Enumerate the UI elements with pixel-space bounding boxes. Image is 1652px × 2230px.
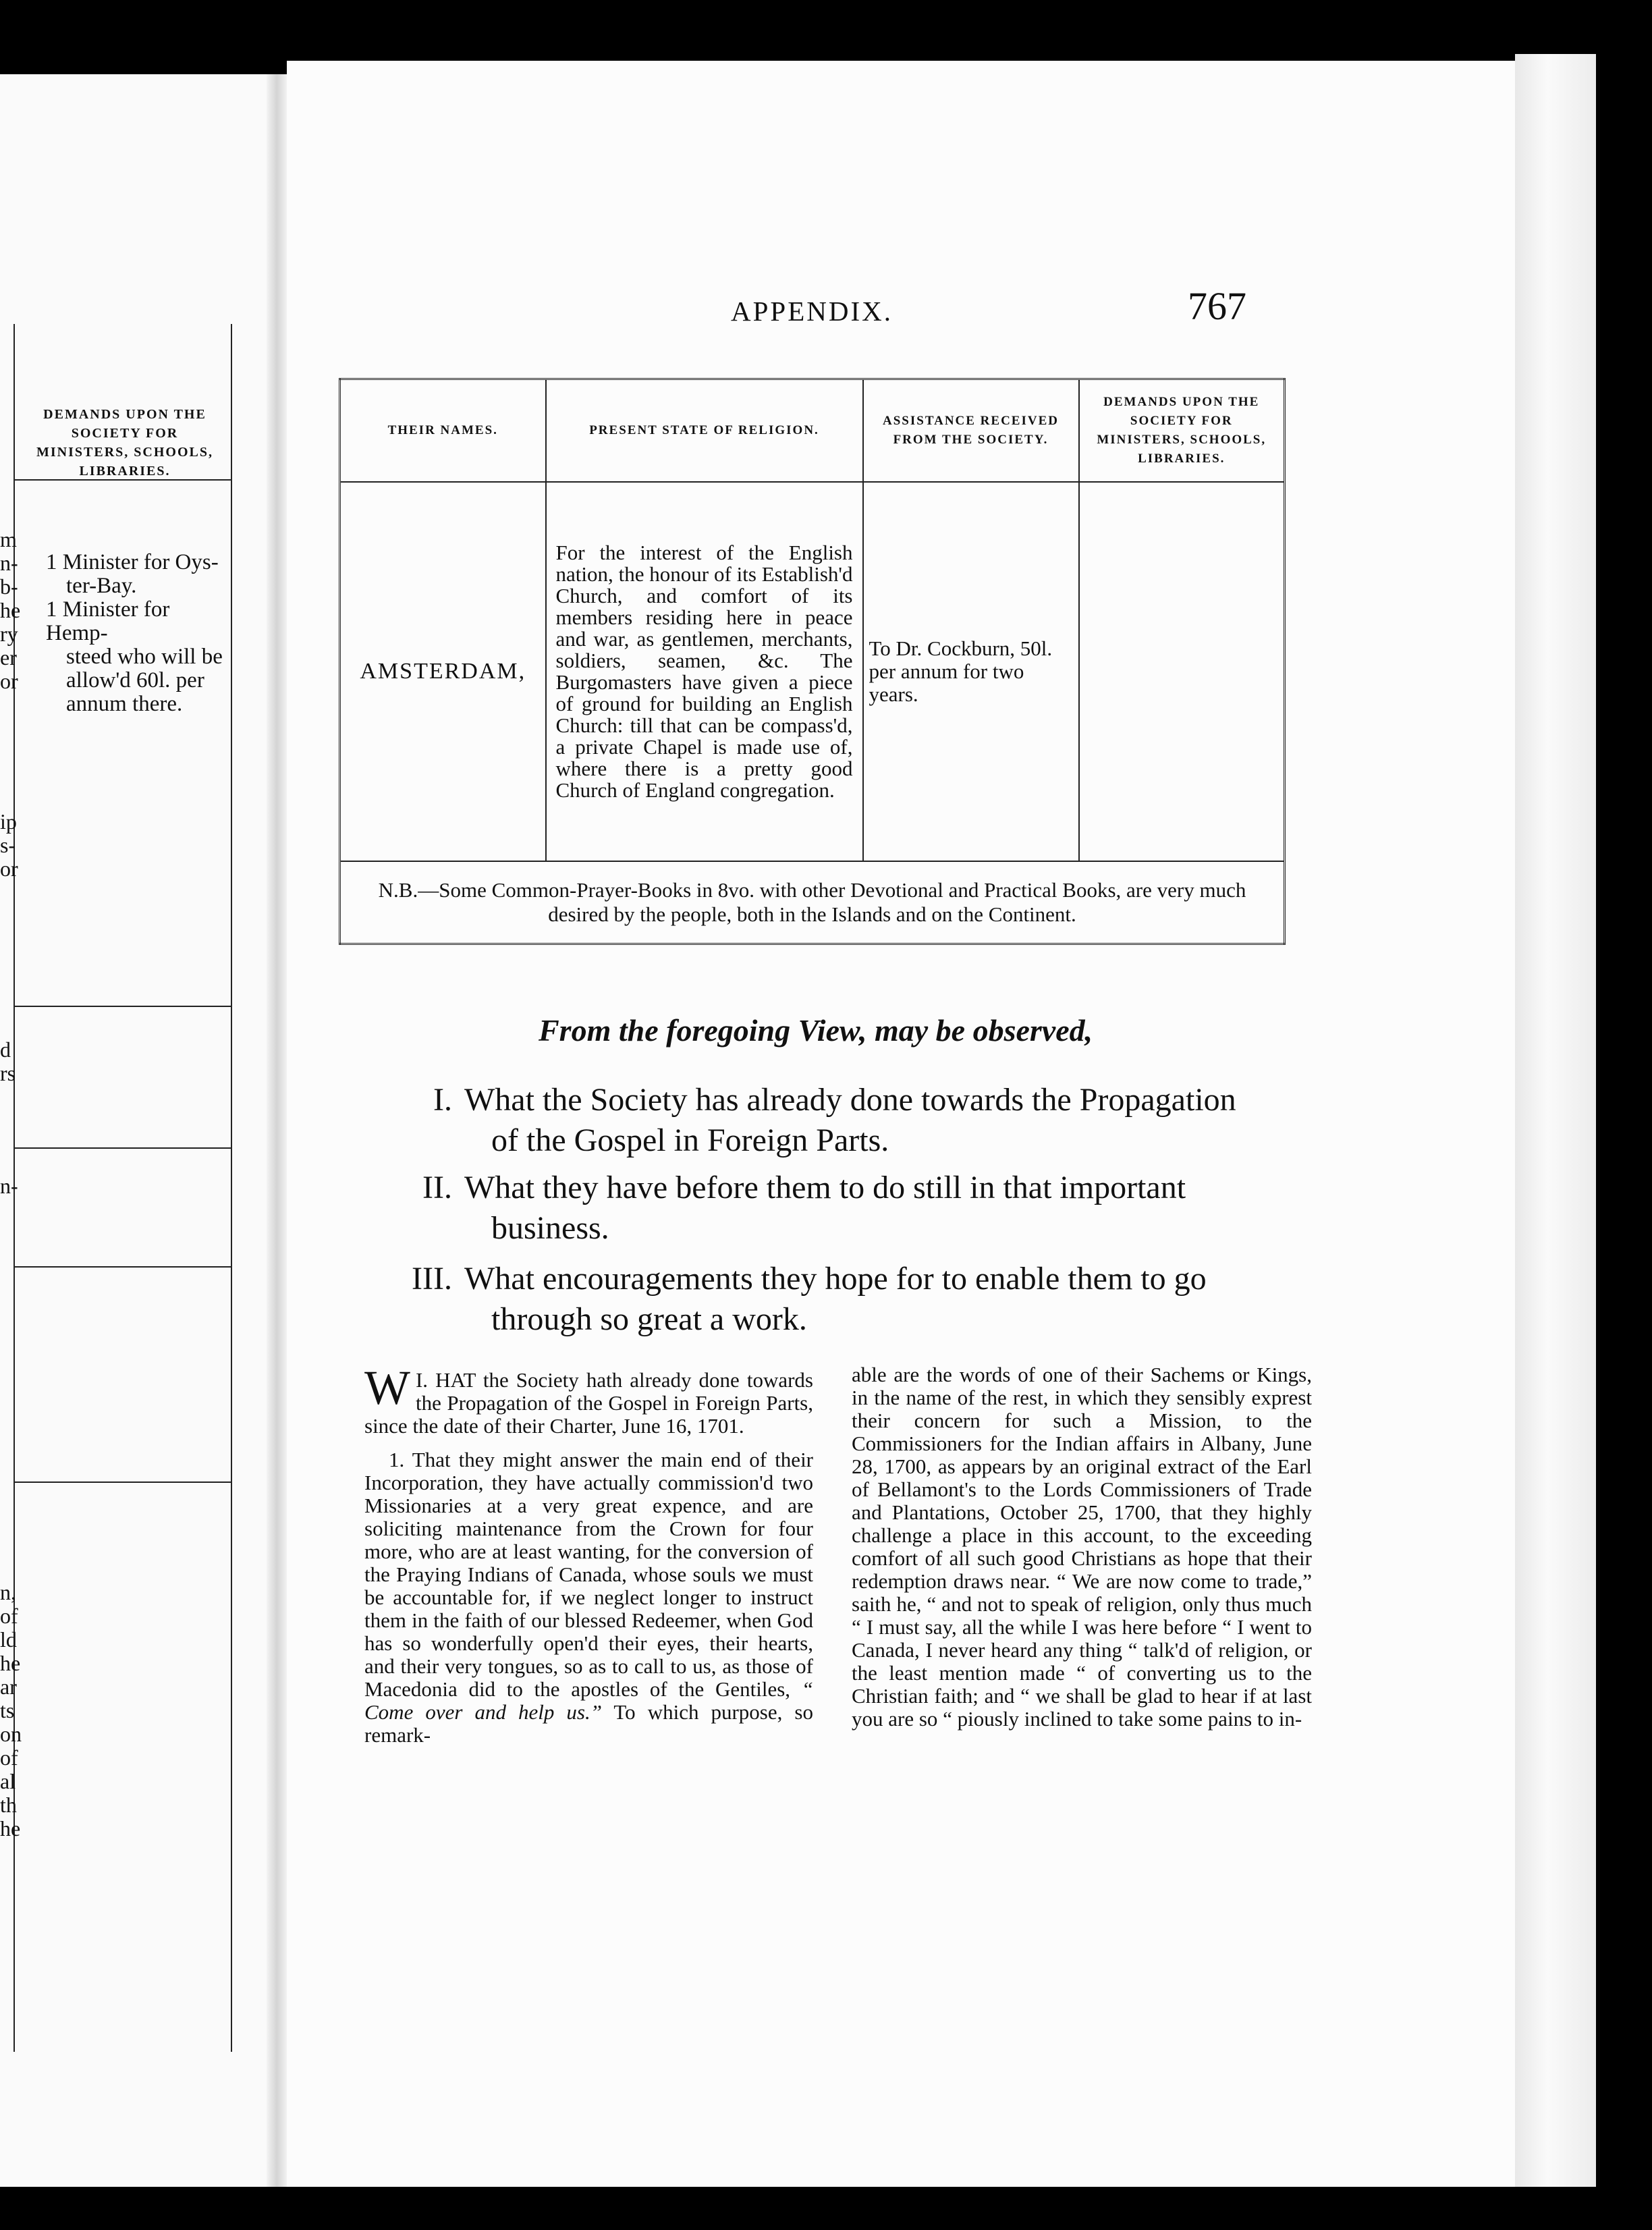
edge-fragment: rs (0, 1061, 16, 1085)
previous-page-edge-text (0, 528, 20, 693)
right-text-column (852, 1363, 1312, 1741)
edge-fragment: he (0, 1816, 21, 1841)
point-line: What the Society has already done towards the Propagation (464, 1082, 1236, 1118)
header-names: THEIR NAMES. (340, 379, 546, 483)
entry-line: steed who will be (66, 645, 223, 669)
edge-fragment: n- (0, 1174, 18, 1198)
page-number: 767 (1188, 284, 1246, 328)
header-assistance: ASSISTANCE RECEIVED FROM THE SOCIETY. (863, 379, 1079, 483)
previous-page-edge-text (0, 1038, 16, 1085)
page-edges (1515, 54, 1596, 2187)
book-gutter (267, 74, 287, 2187)
running-head: APPENDIX. (731, 296, 893, 327)
header-religion: PRESENT STATE OF RELIGION. (546, 379, 863, 483)
previous-page-edge-text (0, 1581, 22, 1841)
point-three (378, 1259, 1309, 1347)
entry-line: allow'd 60l. per (66, 668, 204, 692)
edge-fragment: or (0, 856, 18, 881)
appendix-table (339, 378, 1286, 945)
paragraph-continued: able are the words of one of their Sachems or Kings, in the name of the rest, in which they sensibly exprest their concern for such a Mission, to the Commissioners for the Indian affairs in Albany, June 28, 1700, as appears by an original extract of the Earl of Bellamont's to the Lords Commissioners of Trade and Plantations, October 25, 1700, that they highly challenge a place in this account, to the exceeding comfort of all such good Christians as hope that their redemption draws near. “ We are now come to trade,” saith he, “ and not to speak of religion, only thus much “ I must say, all the while I was here before “ I went to Canada, I never heard any thing “ talk'd of religion, or the least mention made “ of converting us to the Christian faith; and “ we shall be glad to hear if at last you are so “ piously inclined to take some pains to in- (852, 1363, 1312, 1731)
edge-fragment: ip (0, 809, 17, 834)
previous-page-edge-text (0, 810, 18, 881)
point-line: What they have before them to do still in that important (464, 1170, 1186, 1205)
edge-fragment: he (0, 598, 21, 622)
point-line: business. (491, 1210, 609, 1246)
paragraph-text: 1. That they might answer the main end of their Incorporation, they have actually commission'd two Missionaries at a very great expence, and are soliciting maintenance from the Crown for four more, who are at least wanting, for the conversion of the Praying Indians of Canada, whose souls we must be accountable for, if we neglect longer to instruct them in the faith of our blessed Redeemer, when God has so wonderfully open'd their eyes, their hearts, and their very tongues, so as to call to us, as those of Macedonia did to the apostles of the Gentiles, (364, 1448, 813, 1701)
edge-fragment: ts (0, 1698, 15, 1722)
previous-page-rule (13, 1006, 231, 1007)
edge-fragment: or (0, 669, 18, 693)
place-name: AMSTERDAM, (340, 482, 546, 861)
point-line: of the Gospel in Foreign Parts. (491, 1122, 889, 1158)
point-one (378, 1080, 1309, 1168)
point-number: II. (422, 1170, 452, 1205)
edge-fragment: al (0, 1769, 16, 1793)
entry-line: ter-Bay. (66, 574, 137, 598)
point-number: III. (412, 1261, 452, 1297)
previous-page-column-header: DEMANDS UPON THE SOCIETY FOR MINISTERS, SCHOOLS, LIBRARIES. (36, 407, 213, 479)
edge-fragment: m (0, 527, 17, 551)
edge-fragment: s- (0, 833, 16, 857)
point-number: I. (433, 1082, 452, 1118)
entry-line: annum there. (66, 692, 183, 716)
paragraph-text-end: To which purpose, so remark- (364, 1700, 813, 1747)
entry-line: 1 Minister for Hemp- (46, 597, 170, 645)
point-line: through so great a work. (491, 1301, 807, 1337)
section-number: I. (415, 1368, 429, 1392)
edge-fragment: ry (0, 622, 18, 646)
point-two (378, 1168, 1309, 1255)
demands-cell (1079, 482, 1285, 861)
observed-heading: From the foregoing View, may be observed, (539, 1013, 1093, 1048)
entry-line: 1 Minister for Oys- (46, 550, 219, 574)
edge-fragment: ar (0, 1675, 17, 1699)
table-note: N.B.—Some Common-Prayer-Books in 8vo. with other Devotional and Practical Books, are very much desired by the people, both in the Islands and on the Continent. (340, 861, 1285, 944)
edge-fragment: on (0, 1722, 22, 1746)
italic-quote: “ Come over and help us.” (364, 1677, 814, 1724)
edge-fragment: b- (0, 574, 18, 599)
assistance-received: To Dr. Cockburn, 50l. per annum for two years. (863, 482, 1079, 861)
edge-fragment: n- (0, 551, 18, 575)
previous-page-rule (13, 1147, 231, 1149)
previous-page (0, 74, 267, 2187)
point-line: What encouragements they hope for to enable them to go (464, 1261, 1207, 1297)
previous-page-edge-text (0, 1174, 18, 1198)
header-demands: DEMANDS UPON THE SOCIETY FOR MINISTERS, SCHOOLS, LIBRARIES. (1079, 379, 1285, 483)
section-intro-text: HAT the Society hath already done towards the Propagation of the Gospel in Foreign Parts, since the date of their Charter, June 16, 1701. (364, 1368, 813, 1438)
section-intro (364, 1361, 813, 1438)
edge-fragment: ld (0, 1627, 17, 1652)
previous-page-rule (13, 1481, 231, 1483)
edge-fragment: d (0, 1037, 11, 1062)
left-text-column (364, 1361, 814, 1758)
edge-fragment: of (0, 1604, 18, 1628)
edge-fragment: n, (0, 1580, 16, 1604)
previous-page-rule (13, 1266, 231, 1268)
edge-fragment: er (0, 645, 17, 670)
previous-page-entry (46, 551, 228, 716)
paragraph (364, 1448, 813, 1747)
edge-fragment: he (0, 1651, 21, 1675)
religion-description: For the interest of the English nation, the honour of its Establish'd Church, and comfort of its members residing here in peace and war, as gentlemen, merchants, soldiers, seamen, &c. The Burgomasters have given a piece of ground for building an English Church: till that can be compass'd, a private Chapel is made use of, where there is a pretty good Church of England congregation. (546, 482, 863, 861)
edge-fragment: th (0, 1793, 17, 1817)
edge-fragment: of (0, 1745, 18, 1770)
drop-cap: W (364, 1361, 410, 1415)
